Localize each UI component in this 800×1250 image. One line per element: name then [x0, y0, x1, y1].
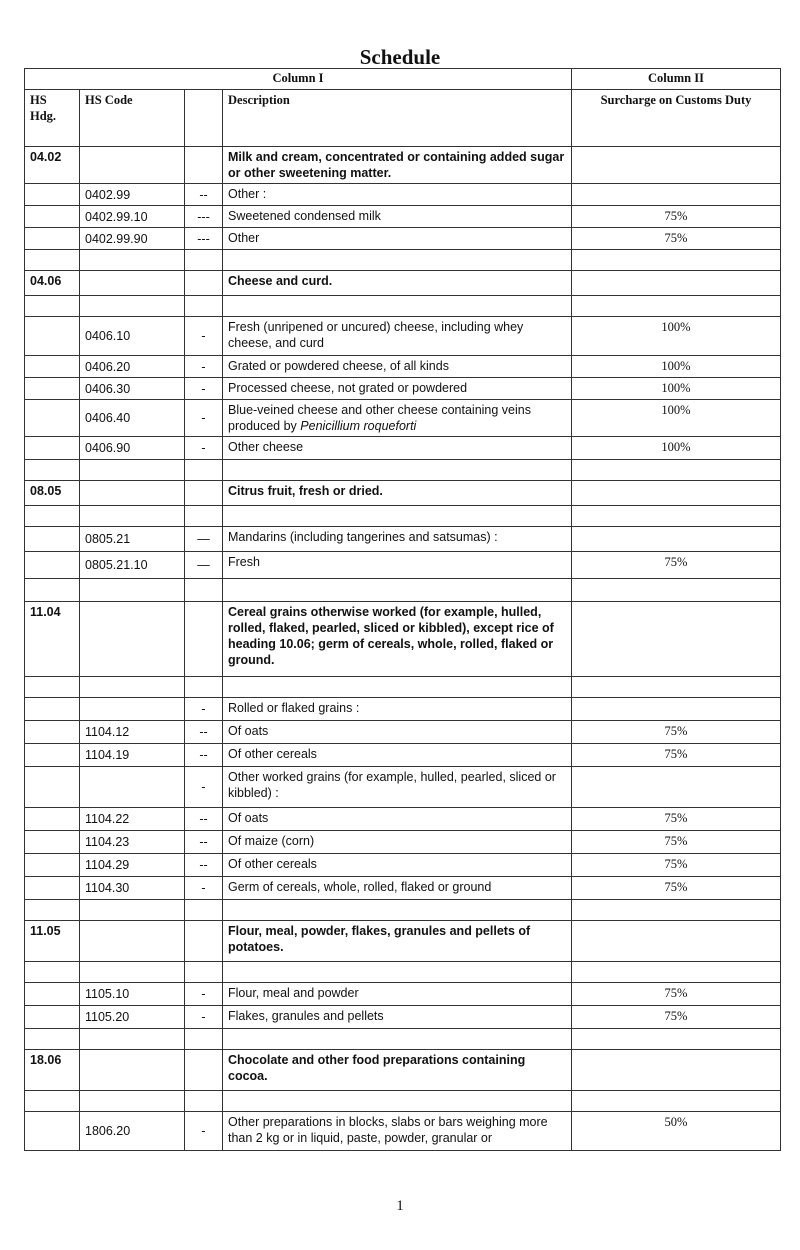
table-row: [25, 983, 781, 1006]
description-cell: [223, 602, 572, 677]
heading-row: [25, 921, 781, 962]
surcharge-rate-cell: 75%: [572, 808, 781, 831]
description-cell: [223, 552, 572, 579]
description-cell: [223, 271, 572, 296]
dash-cell: —: [185, 527, 223, 552]
hs-code-cell: 0406.40: [80, 400, 185, 437]
table-row-spacer: [25, 1091, 781, 1112]
table-row: [25, 378, 781, 400]
empty-cell: [80, 506, 185, 527]
heading-row: [25, 271, 781, 296]
table-row-spacer: [25, 506, 781, 527]
description-text: Cheese and curd.: [228, 274, 333, 288]
empty-cell: [185, 250, 223, 271]
hs-code-cell: 1104.30: [80, 877, 185, 900]
hs-hdg-cell: 11.04: [25, 602, 80, 677]
empty-cell: [572, 1029, 781, 1050]
description-text: Other preparations in blocks, slabs or bars weighing more than 2 kg or in liquid, paste, powder, granular or: [228, 1115, 548, 1145]
dash-cell: -: [185, 983, 223, 1006]
table-row: [25, 767, 781, 808]
table-row: [25, 206, 781, 228]
table-row-spacer: [25, 677, 781, 698]
empty-cell: [572, 579, 781, 602]
hs-hdg-cell: [25, 317, 80, 356]
table-row-spacer: [25, 900, 781, 921]
surcharge-rate-cell: [572, 921, 781, 962]
dash-cell: -: [185, 437, 223, 460]
empty-cell: [185, 677, 223, 698]
table-row: [25, 721, 781, 744]
empty-cell: [25, 460, 80, 481]
dash-cell: —: [185, 552, 223, 579]
surcharge-rate-cell: [572, 698, 781, 721]
hs-code-cell: 1104.12: [80, 721, 185, 744]
empty-cell: [25, 296, 80, 317]
description-cell: [223, 481, 572, 506]
dash-cell: --: [185, 184, 223, 206]
description-cell: [223, 206, 572, 228]
hs-hdg-cell: [25, 437, 80, 460]
surcharge-rate-cell: 100%: [572, 317, 781, 356]
hs-code-cell: [80, 767, 185, 808]
description-cell: [223, 1112, 572, 1151]
table-row: [25, 698, 781, 721]
surcharge-rate-cell: 75%: [572, 983, 781, 1006]
dash-cell: -: [185, 400, 223, 437]
table-row: [25, 527, 781, 552]
empty-cell: [223, 1091, 572, 1112]
description-text: Flour, meal and powder: [228, 986, 359, 1000]
dash-cell: [185, 147, 223, 184]
description-text: Of oats: [228, 811, 269, 825]
empty-cell: [223, 900, 572, 921]
surcharge-rate-cell: [572, 184, 781, 206]
hs-code-cell: 0402.99.90: [80, 228, 185, 250]
empty-cell: [223, 1029, 572, 1050]
dash-cell: -: [185, 317, 223, 356]
empty-cell: [223, 579, 572, 602]
empty-cell: [185, 579, 223, 602]
surcharge-rate-cell: [572, 1050, 781, 1091]
empty-cell: [223, 460, 572, 481]
hs-code-cell: 0402.99: [80, 184, 185, 206]
hs-hdg-cell: [25, 877, 80, 900]
description-text: Mandarins (including tangerines and satsumas) :: [228, 530, 498, 544]
dash-cell: [185, 481, 223, 506]
hs-code-cell: 1104.22: [80, 808, 185, 831]
surcharge-header: Surcharge on Customs Duty: [572, 90, 781, 147]
empty-cell: [185, 900, 223, 921]
dash-cell: -: [185, 1112, 223, 1151]
description-text: Sweetened condensed milk: [228, 209, 381, 223]
hs-hdg-cell: 04.02: [25, 147, 80, 184]
description-text: Other :: [228, 187, 267, 201]
description-cell: [223, 356, 572, 378]
hs-hdg-cell: [25, 808, 80, 831]
table-row: [25, 1006, 781, 1029]
empty-cell: [80, 579, 185, 602]
empty-cell: [572, 900, 781, 921]
dash-cell: -: [185, 356, 223, 378]
hs-code-cell: 0805.21: [80, 527, 185, 552]
empty-cell: [572, 506, 781, 527]
surcharge-rate-cell: 75%: [572, 552, 781, 579]
page-title: Schedule: [359, 45, 441, 69]
surcharge-rate-cell: 75%: [572, 854, 781, 877]
empty-cell: [572, 250, 781, 271]
hs-hdg-header: HS Hdg.: [25, 90, 80, 147]
dash-cell: [185, 921, 223, 962]
description-text: Of other cereals: [228, 857, 317, 871]
description-text: Fresh: [228, 555, 260, 569]
description-cell: [223, 877, 572, 900]
description-cell: [223, 527, 572, 552]
dash-cell: -: [185, 698, 223, 721]
empty-cell: [185, 460, 223, 481]
hs-hdg-cell: [25, 184, 80, 206]
surcharge-rate-cell: [572, 602, 781, 677]
description-cell: [223, 808, 572, 831]
surcharge-rate-cell: 75%: [572, 228, 781, 250]
hs-code-cell: 1104.19: [80, 744, 185, 767]
empty-cell: [25, 900, 80, 921]
hs-code-cell: 0402.99.10: [80, 206, 185, 228]
table-row-spacer: [25, 1029, 781, 1050]
hs-code-cell: 1104.29: [80, 854, 185, 877]
hs-hdg-cell: [25, 721, 80, 744]
dash-cell: --: [185, 744, 223, 767]
hs-code-cell: [80, 602, 185, 677]
table-row: [25, 356, 781, 378]
surcharge-rate-cell: 75%: [572, 877, 781, 900]
hs-code-cell: 0406.20: [80, 356, 185, 378]
schedule-table: [24, 68, 781, 1151]
description-cell: [223, 831, 572, 854]
surcharge-rate-cell: [572, 527, 781, 552]
dash-cell: ---: [185, 228, 223, 250]
empty-cell: [25, 250, 80, 271]
heading-row: [25, 602, 781, 677]
description-cell: [223, 437, 572, 460]
empty-cell: [80, 1029, 185, 1050]
hs-code-cell: [80, 921, 185, 962]
empty-cell: [80, 677, 185, 698]
hs-hdg-cell: [25, 1112, 80, 1151]
empty-cell: [572, 460, 781, 481]
description-text: Flakes, granules and pellets: [228, 1009, 384, 1023]
empty-cell: [572, 677, 781, 698]
description-cell: [223, 983, 572, 1006]
column-ii-header: Column II: [572, 69, 781, 90]
description-text: Of other cereals: [228, 747, 317, 761]
description-cell: [223, 228, 572, 250]
empty-cell: [80, 250, 185, 271]
empty-cell: [25, 1091, 80, 1112]
empty-cell: [572, 1091, 781, 1112]
description-text: Blue-veined cheese and other cheese containing veins produced by: [228, 403, 531, 433]
hs-hdg-cell: [25, 744, 80, 767]
dash-cell: ---: [185, 206, 223, 228]
hs-code-cell: [80, 147, 185, 184]
table-row: [25, 400, 781, 437]
empty-cell: [223, 296, 572, 317]
table-row-spacer: [25, 460, 781, 481]
surcharge-rate-cell: 75%: [572, 206, 781, 228]
hs-hdg-cell: [25, 854, 80, 877]
table-header-row-fields: [25, 90, 781, 147]
page-number: 1: [396, 1198, 404, 1214]
empty-cell: [185, 296, 223, 317]
surcharge-rate-cell: [572, 147, 781, 184]
column-i-header: Column I: [25, 69, 572, 90]
dash-cell: [185, 1050, 223, 1091]
heading-row: [25, 147, 781, 184]
description-text: Rolled or flaked grains :: [228, 701, 360, 715]
dash-cell: -: [185, 767, 223, 808]
description-cell: [223, 1050, 572, 1091]
hs-hdg-cell: [25, 831, 80, 854]
hs-hdg-cell: [25, 206, 80, 228]
hs-hdg-cell: [25, 527, 80, 552]
description-cell: [223, 744, 572, 767]
empty-cell: [25, 962, 80, 983]
surcharge-rate-cell: 100%: [572, 437, 781, 460]
empty-cell: [80, 296, 185, 317]
description-text: Other worked grains (for example, hulled, pearled, sliced or kibbled) :: [228, 770, 556, 800]
hs-hdg-cell: 11.05: [25, 921, 80, 962]
description-text: Flour, meal, powder, flakes, granules and pellets of potatoes.: [228, 924, 531, 954]
hs-hdg-cell: 04.06: [25, 271, 80, 296]
heading-row: [25, 1050, 781, 1091]
table-row: [25, 877, 781, 900]
surcharge-rate-cell: 100%: [572, 356, 781, 378]
surcharge-rate-cell: 100%: [572, 400, 781, 437]
hs-hdg-cell: [25, 552, 80, 579]
description-text: Milk and cream, concentrated or containing added sugar or other sweetening matter.: [228, 150, 565, 180]
table-row: [25, 1112, 781, 1151]
empty-cell: [223, 677, 572, 698]
table-header-row-columns: [25, 69, 781, 90]
description-cell: [223, 767, 572, 808]
surcharge-rate-cell: 75%: [572, 831, 781, 854]
table-row: [25, 317, 781, 356]
dash-cell: --: [185, 808, 223, 831]
surcharge-rate-cell: 75%: [572, 1006, 781, 1029]
hs-hdg-cell: [25, 1006, 80, 1029]
empty-cell: [80, 1091, 185, 1112]
hs-hdg-cell: 08.05: [25, 481, 80, 506]
dash-cell: [185, 602, 223, 677]
table-row: [25, 808, 781, 831]
empty-cell: [25, 677, 80, 698]
hs-hdg-cell: [25, 698, 80, 721]
description-cell: [223, 854, 572, 877]
description-text: Cereal grains otherwise worked (for example, hulled, rolled, flaked, pearled, sliced or kibbled), except rice of heading 10.06; germ of cereals, whole, rolled, flaked or ground.: [228, 605, 554, 667]
dash-column-header: [185, 90, 223, 147]
description-cell: [223, 378, 572, 400]
description-cell: [223, 1006, 572, 1029]
description-text: Of maize (corn): [228, 834, 315, 848]
table-row: [25, 854, 781, 877]
hs-code-cell: 0406.90: [80, 437, 185, 460]
schedule-body: [25, 147, 781, 1151]
hs-code-cell: 1104.23: [80, 831, 185, 854]
dash-cell: --: [185, 854, 223, 877]
empty-cell: [80, 460, 185, 481]
dash-cell: [185, 271, 223, 296]
hs-code-cell: [80, 271, 185, 296]
empty-cell: [25, 1029, 80, 1050]
description-cell: [223, 147, 572, 184]
surcharge-rate-cell: [572, 271, 781, 296]
empty-cell: [223, 962, 572, 983]
hs-code-cell: [80, 1050, 185, 1091]
empty-cell: [223, 506, 572, 527]
description-text: Processed cheese, not grated or powdered: [228, 381, 468, 395]
table-row: [25, 552, 781, 579]
description-text: Other: [228, 231, 260, 245]
description-cell: [223, 698, 572, 721]
hs-hdg-cell: [25, 983, 80, 1006]
empty-cell: [223, 250, 572, 271]
heading-row: [25, 481, 781, 506]
hs-hdg-cell: 18.06: [25, 1050, 80, 1091]
empty-cell: [80, 900, 185, 921]
description-text: Germ of cereals, whole, rolled, flaked or ground: [228, 880, 492, 894]
description-cell: [223, 184, 572, 206]
empty-cell: [25, 579, 80, 602]
table-row-spacer: [25, 296, 781, 317]
surcharge-rate-cell: [572, 767, 781, 808]
table-row: [25, 831, 781, 854]
surcharge-rate-cell: 100%: [572, 378, 781, 400]
table-row-spacer: [25, 579, 781, 602]
dash-cell: -: [185, 877, 223, 900]
table-row: [25, 184, 781, 206]
empty-cell: [572, 962, 781, 983]
dash-cell: --: [185, 721, 223, 744]
table-row-spacer: [25, 250, 781, 271]
hs-code-cell: 0805.21.10: [80, 552, 185, 579]
hs-code-header: HS Code: [80, 90, 185, 147]
hs-hdg-cell: [25, 378, 80, 400]
dash-cell: -: [185, 1006, 223, 1029]
description-italic-text: Penicillium roqueforti: [300, 419, 417, 433]
table-row: [25, 437, 781, 460]
surcharge-rate-cell: 75%: [572, 721, 781, 744]
hs-code-cell: 1105.10: [80, 983, 185, 1006]
description-text: Citrus fruit, fresh or dried.: [228, 484, 383, 498]
empty-cell: [185, 962, 223, 983]
description-cell: [223, 317, 572, 356]
empty-cell: [185, 506, 223, 527]
description-text: Other cheese: [228, 440, 304, 454]
table-row: [25, 228, 781, 250]
dash-cell: --: [185, 831, 223, 854]
description-cell: [223, 721, 572, 744]
description-cell: [223, 921, 572, 962]
empty-cell: [572, 296, 781, 317]
hs-hdg-cell: [25, 400, 80, 437]
surcharge-rate-cell: 50%: [572, 1112, 781, 1151]
hs-hdg-cell: [25, 228, 80, 250]
table-row-spacer: [25, 962, 781, 983]
empty-cell: [185, 1029, 223, 1050]
table-row: [25, 744, 781, 767]
empty-cell: [80, 962, 185, 983]
description-text: Fresh (unripened or uncured) cheese, including whey cheese, and curd: [228, 320, 524, 350]
hs-hdg-cell: [25, 767, 80, 808]
hs-code-cell: 1806.20: [80, 1112, 185, 1151]
hs-code-cell: 0406.30: [80, 378, 185, 400]
empty-cell: [25, 506, 80, 527]
surcharge-rate-cell: 75%: [572, 744, 781, 767]
hs-code-cell: [80, 698, 185, 721]
hs-code-cell: [80, 481, 185, 506]
hs-code-cell: 1105.20: [80, 1006, 185, 1029]
empty-cell: [185, 1091, 223, 1112]
hs-hdg-cell: [25, 356, 80, 378]
description-cell: [223, 400, 572, 437]
description-text: Of oats: [228, 724, 269, 738]
description-text: Grated or powdered cheese, of all kinds: [228, 359, 449, 373]
description-header: Description: [223, 90, 572, 147]
hs-code-cell: 0406.10: [80, 317, 185, 356]
dash-cell: -: [185, 378, 223, 400]
surcharge-rate-cell: [572, 481, 781, 506]
description-text: Chocolate and other food preparations containing cocoa.: [228, 1053, 526, 1083]
